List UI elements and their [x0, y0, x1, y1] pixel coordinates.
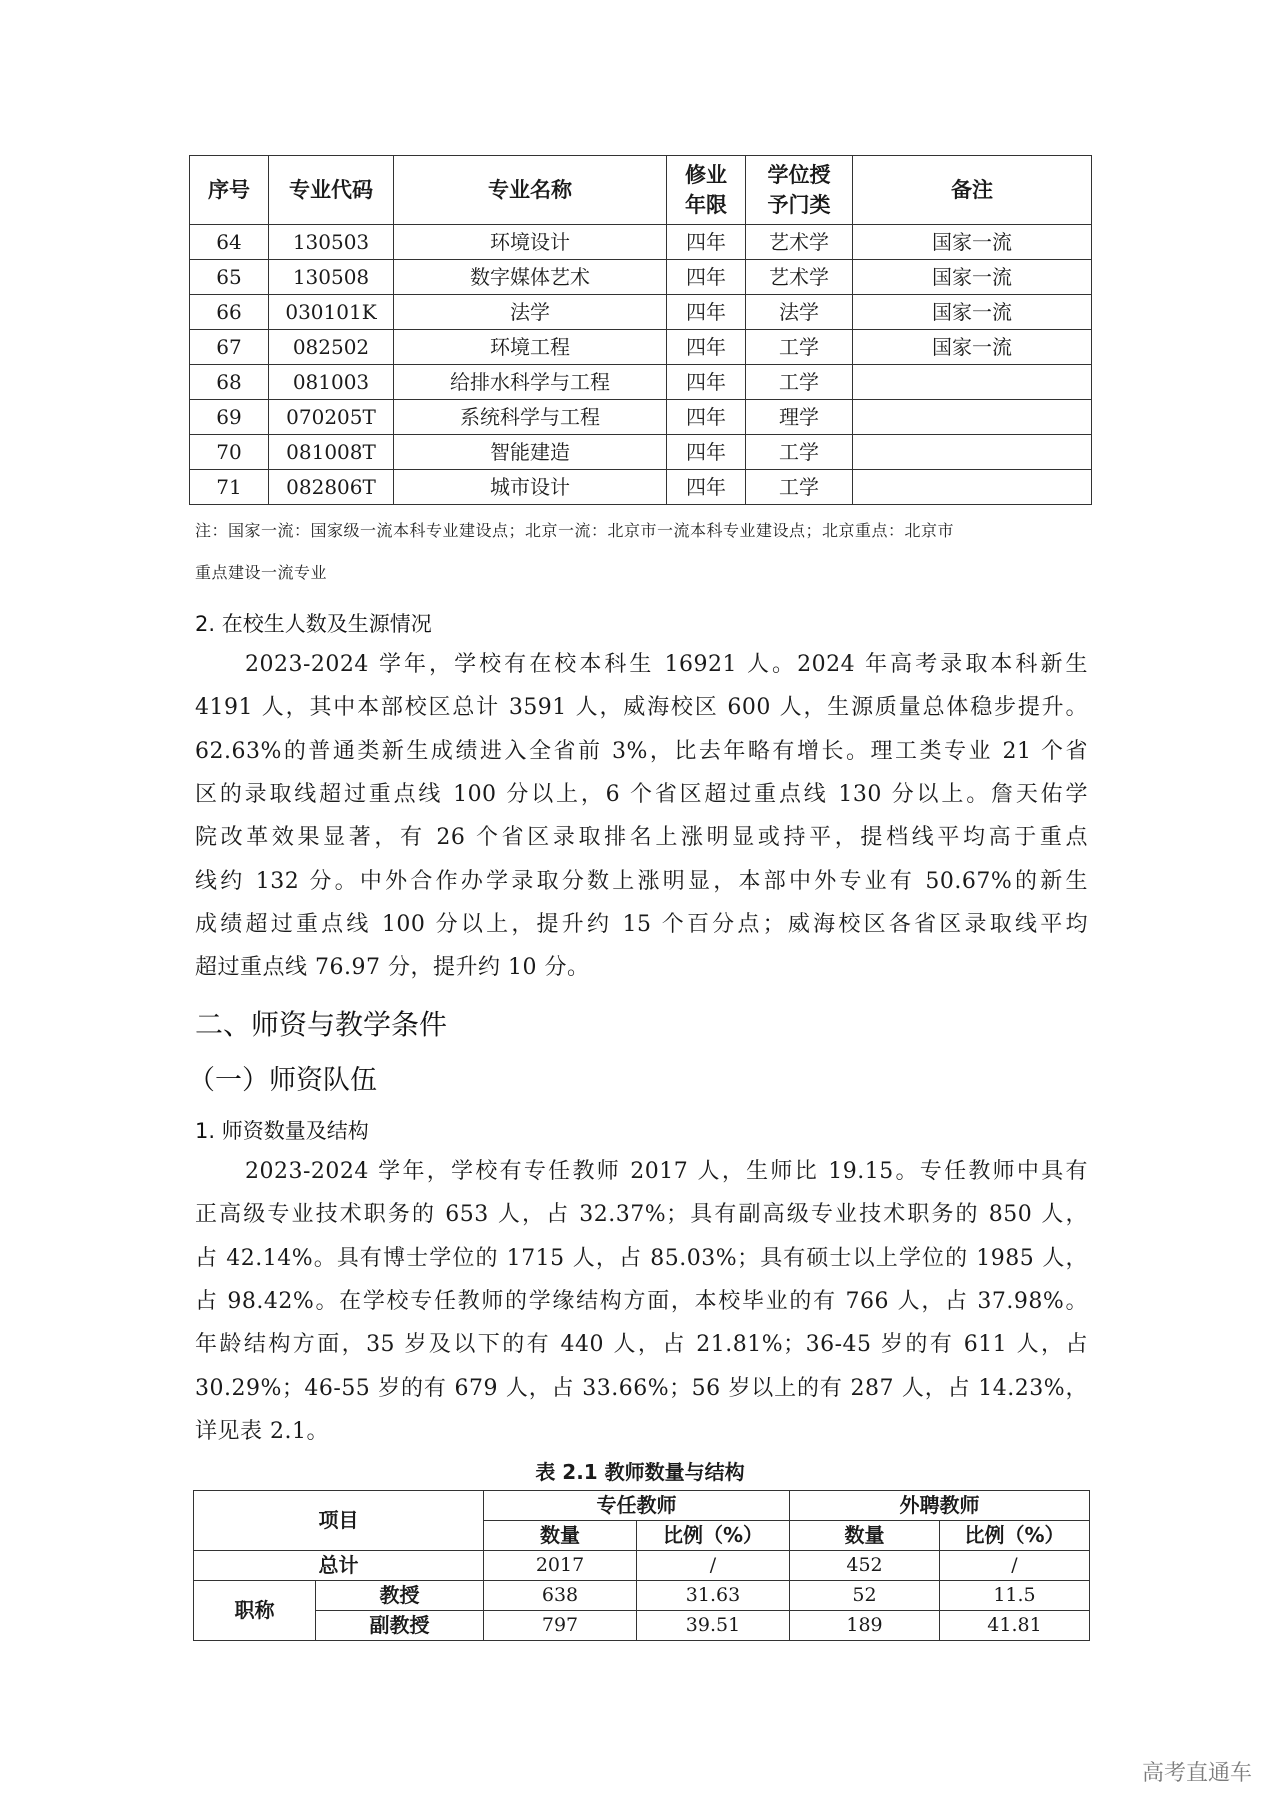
chapter-heading: 二、师资与教学条件	[195, 1008, 448, 1041]
total-label: 总计	[194, 1551, 484, 1581]
header-degree-line1: 学位授	[767, 163, 831, 187]
table-row	[190, 225, 1092, 260]
table-row	[190, 470, 1092, 505]
cell-years: 四年	[667, 225, 746, 260]
cell-remark: 国家一流	[853, 330, 1092, 365]
cell-remark: 国家一流	[853, 260, 1092, 295]
ft-count: 797	[484, 1611, 637, 1641]
faculty-table-header-row-1	[194, 1491, 1090, 1521]
header-ft-ratio: 比例（%）	[637, 1521, 790, 1551]
header-degree	[746, 156, 853, 225]
paragraph-line: 占 98.42%。在学校专任教师的学缘结构方面，本校毕业的有 766 人，占 37.98%。	[195, 1288, 1088, 1314]
header-ex-count: 数量	[790, 1521, 940, 1551]
cell-code: 070205T	[269, 400, 394, 435]
ft-ratio: 31.63	[637, 1581, 790, 1611]
total-ft-ratio: /	[637, 1551, 790, 1581]
ft-ratio: 39.51	[637, 1611, 790, 1641]
cell-name: 数字媒体艺术	[394, 260, 667, 295]
total-ft-count: 2017	[484, 1551, 637, 1581]
cell-years: 四年	[667, 295, 746, 330]
section-heading-enrollment: 2. 在校生人数及生源情况	[195, 612, 432, 636]
paragraph-line: 2023-2024 学年，学校有专任教师 2017 人，生师比 19.15。专任教师中具有	[245, 1159, 1088, 1184]
cell-years: 四年	[667, 470, 746, 505]
paragraph-line: 30.29%；46-55 岁的有 679 人，占 33.66%；56 岁以上的有 287 人，占 14.23%，	[195, 1375, 1088, 1401]
cell-remark	[853, 365, 1092, 400]
cell-name: 城市设计	[394, 470, 667, 505]
table-row	[190, 330, 1092, 365]
cell-remark	[853, 400, 1092, 435]
ft-count: 638	[484, 1581, 637, 1611]
table-row	[190, 295, 1092, 330]
cell-years: 四年	[667, 400, 746, 435]
cell-code: 130508	[269, 260, 394, 295]
cell-remark	[853, 435, 1092, 470]
cell-years: 四年	[667, 365, 746, 400]
cell-code: 082502	[269, 330, 394, 365]
total-ex-ratio: /	[940, 1551, 1090, 1581]
cell-degree: 工学	[746, 470, 853, 505]
cell-index: 70	[190, 435, 269, 470]
cell-degree: 工学	[746, 365, 853, 400]
table-row	[194, 1581, 1090, 1611]
header-ex-ratio: 比例（%）	[940, 1521, 1090, 1551]
faculty-table	[193, 1490, 1090, 1641]
paragraph-line: 详见表 2.1。	[195, 1418, 329, 1444]
header-degree-line2: 予门类	[767, 193, 831, 217]
cell-name: 法学	[394, 295, 667, 330]
cell-degree: 工学	[746, 330, 853, 365]
ex-ratio: 41.81	[940, 1611, 1090, 1641]
header-years	[667, 156, 746, 225]
table-note-line-1: 注：国家一流：国家级一流本科专业建设点；北京一流：北京市一流本科专业建设点；北京重点：北京市	[195, 521, 955, 540]
paragraph-line: 正高级专业技术职务的 653 人，占 32.37%；具有副高级专业技术职务的 850 人，	[195, 1202, 1088, 1228]
ex-count: 52	[790, 1581, 940, 1611]
header-years-line1: 修业	[685, 163, 727, 187]
header-ft-count: 数量	[484, 1521, 637, 1551]
paragraph-line: 年龄结构方面，35 岁及以下的有 440 人，占 21.81%；36-45 岁的有 611 人，占	[195, 1332, 1088, 1358]
cell-index: 69	[190, 400, 269, 435]
paragraph-line: 2023-2024 学年，学校有在校本科生 16921 人。2024 年高考录取本科新生	[245, 652, 1088, 677]
cell-code: 130503	[269, 225, 394, 260]
cell-index: 64	[190, 225, 269, 260]
cell-index: 66	[190, 295, 269, 330]
paragraph-line: 线约 132 分。中外合作办学录取分数上涨明显，本部中外专业有 50.67%的新生	[195, 868, 1088, 894]
cell-name: 环境工程	[394, 330, 667, 365]
header-fulltime: 专任教师	[484, 1491, 790, 1521]
table-row	[190, 435, 1092, 470]
cell-index: 68	[190, 365, 269, 400]
header-code: 专业代码	[269, 156, 394, 225]
cell-name: 系统科学与工程	[394, 400, 667, 435]
total-ex-count: 452	[790, 1551, 940, 1581]
cell-code: 082806T	[269, 470, 394, 505]
cell-remark: 国家一流	[853, 225, 1092, 260]
cell-index: 71	[190, 470, 269, 505]
paragraph-line: 成绩超过重点线 100 分以上，提升约 15 个百分点；威海校区各省区录取线平均	[195, 911, 1088, 937]
header-remark: 备注	[853, 156, 1092, 225]
header-item: 项目	[194, 1491, 484, 1551]
paragraph-line: 4191 人，其中本部校区总计 3591 人，威海校区 600 人，生源质量总体稳步提升。	[195, 695, 1088, 721]
subsection-heading: （一）师资队伍	[188, 1065, 377, 1096]
section-heading-faculty: 1. 师资数量及结构	[195, 1119, 369, 1143]
row-label: 教授	[316, 1581, 484, 1611]
ex-count: 189	[790, 1611, 940, 1641]
paragraph-line: 超过重点线 76.97 分，提升约 10 分。	[195, 955, 590, 981]
title-group-label: 职称	[194, 1581, 316, 1641]
cell-name: 给排水科学与工程	[394, 365, 667, 400]
cell-index: 65	[190, 260, 269, 295]
header-external: 外聘教师	[790, 1491, 1090, 1521]
header-years-line2: 年限	[685, 193, 727, 217]
cell-years: 四年	[667, 260, 746, 295]
majors-table-header-row	[190, 156, 1092, 225]
majors-table	[189, 155, 1092, 505]
paragraph-line: 62.63%的普通类新生成绩进入全省前 3%，比去年略有增长。理工类专业 21 个省	[195, 738, 1088, 764]
paragraph-line: 院改革效果显著，有 26 个省区录取排名上涨明显或持平，提档线平均高于重点	[195, 825, 1088, 851]
cell-code: 081003	[269, 365, 394, 400]
cell-years: 四年	[667, 330, 746, 365]
paragraph-line: 占 42.14%。具有博士学位的 1715 人，占 85.03%；具有硕士以上学位的 1985 人，	[195, 1245, 1088, 1271]
cell-degree: 法学	[746, 295, 853, 330]
header-index: 序号	[190, 156, 269, 225]
cell-remark: 国家一流	[853, 295, 1092, 330]
table-caption: 表 2.1 教师数量与结构	[535, 1460, 745, 1484]
cell-degree: 艺术学	[746, 260, 853, 295]
cell-degree: 工学	[746, 435, 853, 470]
ex-ratio: 11.5	[940, 1581, 1090, 1611]
paragraph-line: 区的录取线超过重点线 100 分以上，6 个省区超过重点线 130 分以上。詹天佑学	[195, 781, 1088, 807]
cell-remark	[853, 470, 1092, 505]
watermark: 高考直通车	[1142, 1761, 1253, 1786]
table-row	[194, 1611, 1090, 1641]
cell-code: 030101K	[269, 295, 394, 330]
table-row-total	[194, 1551, 1090, 1581]
table-row	[190, 400, 1092, 435]
cell-index: 67	[190, 330, 269, 365]
cell-name: 环境设计	[394, 225, 667, 260]
row-label: 副教授	[316, 1611, 484, 1641]
table-note-line-2: 重点建设一流专业	[195, 563, 328, 582]
table-row	[190, 260, 1092, 295]
cell-code: 081008T	[269, 435, 394, 470]
cell-degree: 艺术学	[746, 225, 853, 260]
header-name: 专业名称	[394, 156, 667, 225]
cell-years: 四年	[667, 435, 746, 470]
cell-name: 智能建造	[394, 435, 667, 470]
table-row	[190, 365, 1092, 400]
cell-degree: 理学	[746, 400, 853, 435]
